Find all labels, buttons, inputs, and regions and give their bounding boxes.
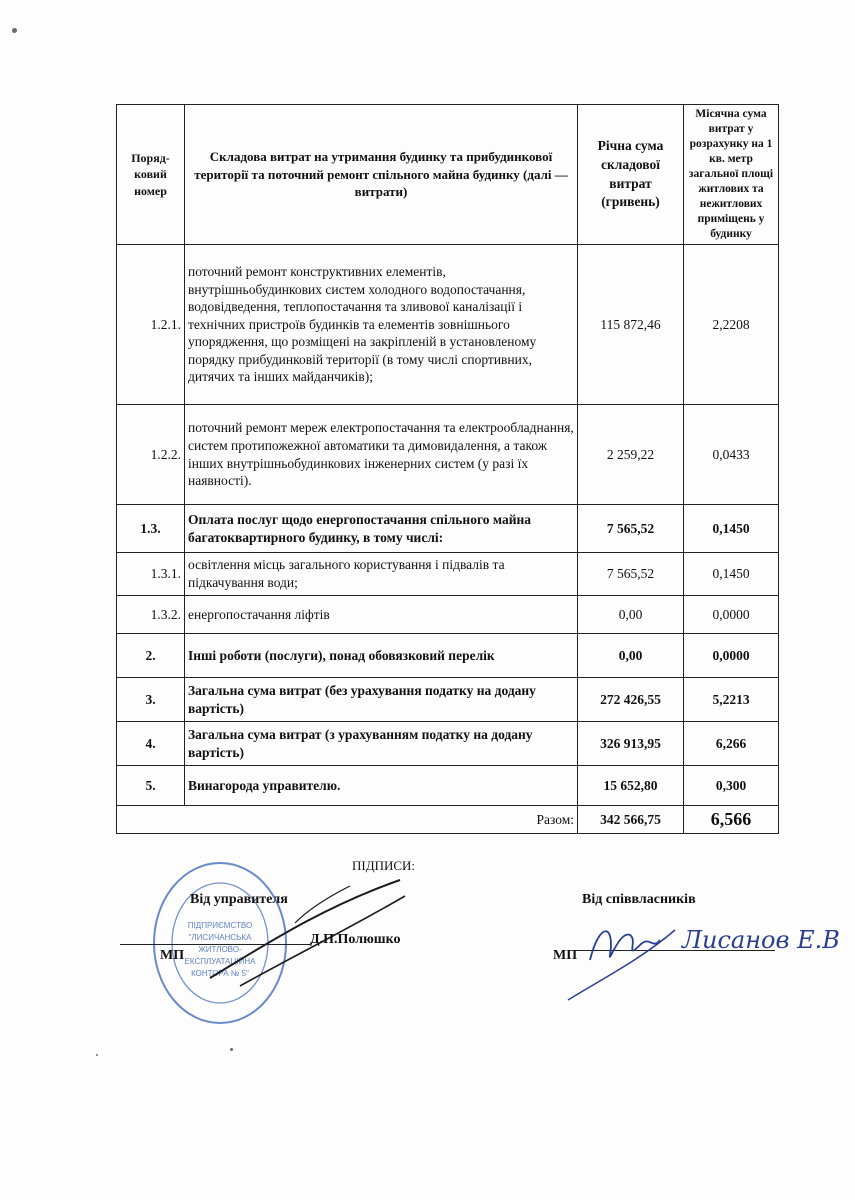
svg-text:Лисанов Е.В: Лисанов Е.В (682, 926, 840, 954)
total-monthly-sum: 6,566 (684, 806, 779, 834)
row-description: Загальна сума витрат (без урахування податку на додану вартість) (185, 678, 578, 722)
owner-signature (560, 900, 840, 1010)
table-row (117, 596, 779, 634)
row-annual-sum: 0,00 (578, 596, 684, 634)
mp-right: МП (553, 948, 578, 963)
row-monthly-sum: 0,1450 (684, 553, 779, 596)
table-row (117, 722, 779, 766)
row-annual-sum: 272 426,55 (578, 678, 684, 722)
row-annual-sum: 7 565,52 (578, 553, 684, 596)
row-description: Оплата послуг щодо енергопостачання спільного майна багатоквартирного будинку, в тому числі: (185, 505, 578, 553)
row-monthly-sum: 0,0000 (684, 634, 779, 678)
row-monthly-sum: 0,300 (684, 766, 779, 806)
header-number: Поряд-ковий номер (117, 105, 185, 245)
svg-text:КОНТОРА № 5": КОНТОРА № 5" (191, 969, 249, 978)
row-description: енергопостачання ліфтів (185, 596, 578, 634)
row-monthly-sum: 2,2208 (684, 245, 779, 405)
scan-speck (96, 1054, 98, 1056)
header-annual-sum: Річна сума складової витрат (гривень) (578, 105, 684, 245)
row-description: Винагорода управителю. (185, 766, 578, 806)
table-row (117, 678, 779, 722)
row-number: 3. (117, 678, 185, 722)
cost-table (116, 104, 779, 834)
row-description: освітлення місць загального користування і підвалів та підкачування води; (185, 553, 578, 596)
signatures-title: ПІДПИСИ: (352, 858, 416, 873)
row-monthly-sum: 0,1450 (684, 505, 779, 553)
row-number: 1.3.2. (117, 596, 185, 634)
row-number: 1.3. (117, 505, 185, 553)
row-annual-sum: 7 565,52 (578, 505, 684, 553)
row-number: 4. (117, 722, 185, 766)
row-number: 2. (117, 634, 185, 678)
row-description: Загальна сума витрат (з урахуванням податку на додану вартість) (185, 722, 578, 766)
row-number: 1.2.2. (117, 405, 185, 505)
svg-text:ЕКСПЛУАТАЦІЙНА: ЕКСПЛУАТАЦІЙНА (184, 957, 256, 966)
header-description: Складова витрат на утримання будинку та прибудинкової території та поточний ремонт спільного майна будинку (далі — витрати) (185, 105, 578, 245)
row-annual-sum: 15 652,80 (578, 766, 684, 806)
svg-text:ЖИТЛОВО-: ЖИТЛОВО- (198, 945, 242, 954)
table-row (117, 553, 779, 596)
header-monthly-sum: Місячна сума витрат у розрахунку на 1 кв. метр загальної площі житлових та нежитлових приміщень у будинку (684, 105, 779, 245)
manager-signature-line (120, 944, 310, 945)
manager-label: Від управителя (190, 892, 288, 907)
total-label: Разом: (117, 806, 578, 834)
row-description: поточний ремонт конструктивних елементів, внутрішньобудинкових систем холодного водопостачання, водовідведення, теплопостачання та зливової каналізації і технічних пристроїв будинків та елементів зовнішнього упорядження, що розміщені на закріпленій в установленому порядку прибудинковій території (в тому числі спортивних, дитячих та інших майданчиків); (185, 245, 578, 405)
scan-speck (12, 28, 17, 33)
row-number: 1.2.1. (117, 245, 185, 405)
row-monthly-sum: 0,0433 (684, 405, 779, 505)
manager-name: Д.П.Полюшко (310, 932, 401, 947)
scan-speck (230, 1048, 233, 1051)
svg-text:"ЛИСИЧАНСЬКА: "ЛИСИЧАНСЬКА (188, 933, 252, 942)
row-number: 1.3.1. (117, 553, 185, 596)
row-number: 5. (117, 766, 185, 806)
row-annual-sum: 115 872,46 (578, 245, 684, 405)
table-row (117, 766, 779, 806)
table-row (117, 245, 779, 405)
table-row (117, 405, 779, 505)
total-row (117, 806, 779, 834)
row-monthly-sum: 6,266 (684, 722, 779, 766)
row-annual-sum: 0,00 (578, 634, 684, 678)
row-monthly-sum: 0,0000 (684, 596, 779, 634)
owners-label: Від співвласників (582, 892, 696, 907)
row-annual-sum: 326 913,95 (578, 722, 684, 766)
table-row (117, 505, 779, 553)
table-header-row (117, 105, 779, 245)
row-monthly-sum: 5,2213 (684, 678, 779, 722)
svg-text:ПІДПРИЄМСТВО: ПІДПРИЄМСТВО (187, 921, 253, 930)
total-annual-sum: 342 566,75 (578, 806, 684, 834)
row-annual-sum: 2 259,22 (578, 405, 684, 505)
row-description: Інші роботи (послуги), понад обовязковий перелік (185, 634, 578, 678)
table-row (117, 634, 779, 678)
mp-left: МП (160, 948, 185, 963)
row-description: поточний ремонт мереж електропостачання та електрообладнання, систем протипожежної автоматики та димовидалення, а також інших внутрішньобудинкових інженерних систем (у разі їх наявності). (185, 405, 578, 505)
